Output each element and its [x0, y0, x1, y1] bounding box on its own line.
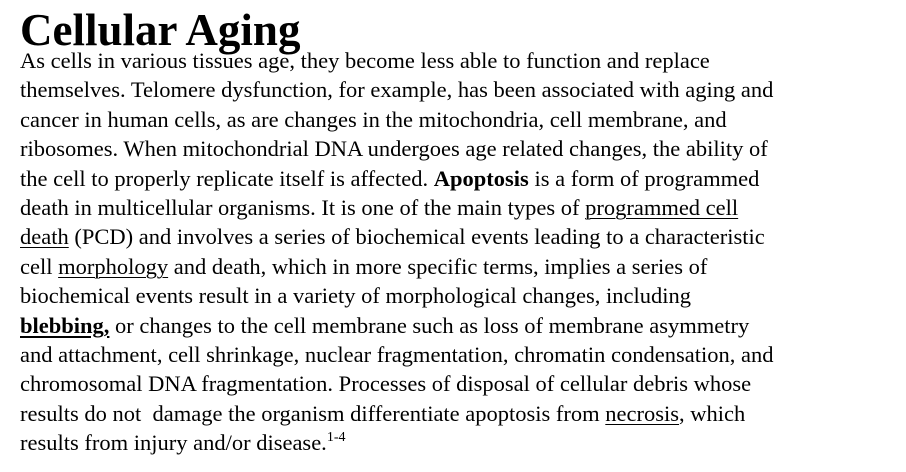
text-run: death in multicellular organisms. It is one of the main types of: [20, 195, 586, 221]
text-line: [20, 399, 896, 428]
text-run: As cells in various tissues age, they become less able to function and replace: [20, 48, 710, 73]
text-line: [20, 75, 896, 104]
body-paragraph: [20, 46, 896, 458]
text-line: [20, 311, 896, 340]
text-line: [20, 193, 896, 222]
text-line: [20, 105, 896, 134]
text-line: [20, 46, 896, 75]
text-line: [20, 252, 896, 281]
underlined-term: programmed cell: [585, 195, 739, 221]
text-line: [20, 340, 896, 369]
text-run: cancer in human cells, as are changes in the mitochondria, cell membrane, and: [20, 106, 727, 132]
text-run: the cell to properly replicate itself is affected.: [20, 165, 434, 191]
text-line: [20, 369, 896, 398]
underlined-term: death: [20, 224, 69, 250]
bold-term: Apoptosis: [433, 165, 529, 191]
text-run: and death, which in more specific terms, implies a series of: [168, 253, 708, 279]
document-page: [20, 5, 896, 458]
text-run: and attachment, cell shrinkage, nuclear fragmentation, chromatin condensation, and: [20, 342, 774, 368]
text-line: [20, 134, 896, 163]
underlined-term: necrosis: [605, 400, 680, 426]
text-run: results do not damage the organism differentiate apoptosis from: [20, 400, 606, 426]
text-run: , which: [679, 400, 746, 426]
text-run: ribosomes. When mitochondrial DNA undergoes age related changes, the ability of: [20, 136, 768, 162]
text-run: themselves. Telomere dysfunction, for example, has been associated with aging and: [20, 77, 774, 103]
text-run: cell: [20, 253, 59, 279]
text-run: chromosomal DNA fragmentation. Processes of disposal of cellular debris whose: [20, 371, 752, 397]
text-run: (PCD) and involves a series of biochemical events leading to a characteristic: [68, 224, 765, 250]
underlined-term: morphology: [58, 253, 169, 279]
text-run: or changes to the cell membrane such as loss of membrane asymmetry: [109, 312, 750, 338]
citation-superscript: 1-4: [326, 430, 346, 446]
text-line: [20, 164, 896, 193]
section-heading: Cellular Aging: [20, 5, 301, 55]
text-line: [20, 222, 896, 251]
text-line: [20, 281, 896, 310]
text-run: results from injury and/or disease.: [20, 430, 327, 456]
bold-underlined-term: blebbing,: [20, 312, 110, 338]
text-run: biochemical events result in a variety of morphological changes, including: [20, 283, 692, 309]
text-line: [20, 428, 896, 457]
text-run: is a form of programmed: [528, 165, 760, 191]
